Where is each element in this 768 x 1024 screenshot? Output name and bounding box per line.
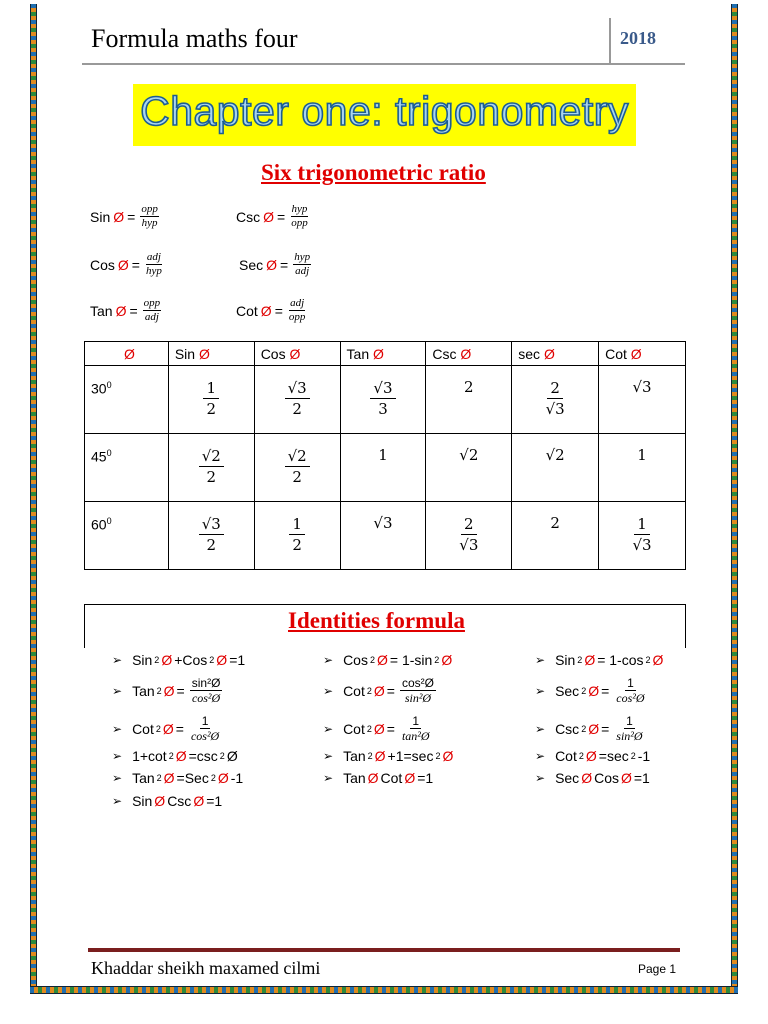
page-border-bottom [30,986,738,994]
phi-symbol: Ø [652,652,664,668]
table-header-tan: Tan Ø [340,342,426,366]
fraction-numerator: cos²Ø [401,676,434,690]
angle-cell: $45^0$ [85,434,169,502]
fraction-denominator: √3 [459,536,479,554]
ratio-cot: Cot Ø = $\frac{\text{adj}}{\text{opp}}$ [236,297,306,323]
fraction-numerator: 1 [626,714,633,728]
phi-symbol: Ø [154,793,166,809]
bullet-arrow-icon: ➢ [323,771,334,785]
fraction-denominator: tan²Ø [401,729,430,743]
phi-symbol: Ø [193,793,205,809]
cell-value: 1 [637,446,647,464]
superscript: 2 [219,751,225,761]
bullet-arrow-icon: ➢ [535,749,546,763]
identity-text: Tan [132,682,155,699]
cell-value: √2 [459,446,479,464]
identity-item [535,748,650,764]
fraction-numerator: 1 [412,714,420,728]
cell-fraction [629,514,654,555]
identity-text: Cot [555,748,577,764]
cell-fraction [543,378,568,419]
cell-value: 2 [550,514,560,532]
fraction-denominator: 2 [206,536,217,554]
table-cell [254,434,340,502]
table-cell [426,434,512,502]
identity-text: =1 [206,793,223,809]
page-number: Page 1 [638,962,677,976]
ratio-tan: Tan Ø = $\frac{\text{opp}}{\text{adj}}$ [90,297,161,323]
header-divider [609,18,611,64]
fraction-numerator: √2 [199,446,224,467]
phi-symbol: Ø [374,748,386,764]
phi-symbol: Ø [581,770,593,786]
phi-symbol: Ø [163,770,175,786]
phi-symbol: Ø [442,748,454,764]
identity-text: = [176,682,185,699]
identity-item [112,793,222,809]
document-year: 2018 [620,28,656,48]
identity-item [323,652,452,668]
section-title-identities: Identities formula [288,608,465,633]
identity-text: = [386,720,395,737]
phi-symbol: Ø [620,770,632,786]
table-header-csc: Csc Ø [426,342,512,366]
phi-symbol: Ø [175,748,187,764]
identity-text: =sec [598,748,629,764]
identity-text: Cot [343,682,365,699]
ratio-cos: Cos Ø = $\frac{\text{adj}}{\text{hyp}}$ [90,251,162,277]
bullet-arrow-icon: ➢ [112,721,123,736]
cell-fraction [199,514,224,555]
identity-text: =1 [417,770,434,786]
identity-text: 1+cot [132,748,167,764]
superscript: 2 [154,655,160,665]
table-cell [340,366,426,434]
identity-fraction [190,676,223,705]
superscript: 2 [168,751,174,761]
ratio-csc: Csc Ø = $\frac{\text{hyp}}{\text{opp}}$ [236,203,308,229]
identity-text: =Sec [176,770,209,786]
bullet-arrow-icon: ➢ [535,721,546,736]
identity-fraction [614,676,646,705]
superscript: 2 [366,723,372,734]
fraction-denominator: √3 [545,400,565,418]
identity-fraction [400,676,436,705]
cell-value: √3 [373,514,393,532]
identity-text: +Cos [174,652,208,668]
table-header-sin: Sin Ø [168,342,254,366]
fraction-denominator: √3 [632,536,652,554]
table-cell [254,366,340,434]
identity-text: Sin [132,793,153,809]
table-header-sec: sec Ø [512,342,599,366]
table-header-cot: Cot Ø [599,342,686,366]
identity-text: = [601,682,610,699]
fraction-numerator: 2 [547,378,563,399]
trig-values-table [84,341,686,570]
fraction-denominator: 2 [206,400,217,418]
fraction-denominator: cos²Ø [191,691,221,705]
identity-text: Tan [343,748,366,764]
bullet-arrow-icon: ➢ [112,683,123,698]
cell-fraction [456,514,481,555]
section-title-six-ratio: Six trigonometric ratio [261,160,486,185]
degree-mark: 0 [106,448,112,458]
ratio-sec: Sec Ø = $\frac{\text{hyp}}{\text{adj}}$ [239,251,311,277]
phi-symbol: Ø [217,770,229,786]
table-cell [340,434,426,502]
fraction-numerator: 1 [289,514,305,535]
identity-text: +1=sec [387,748,434,764]
bullet-arrow-icon: ➢ [112,794,123,808]
phi-symbol: Ø [588,682,600,699]
document-title: Formula maths four [91,24,298,53]
fraction-denominator: cos²Ø [616,691,645,705]
fraction-denominator: cos²Ø [190,729,220,743]
angle-cell: $60^0$ [85,502,169,570]
superscript: 2 [645,655,651,665]
cell-value: 1 [378,446,388,464]
table-header-row [85,342,686,366]
table-cell [426,366,512,434]
identity-text: Sec [555,682,580,699]
fraction-numerator: 1 [203,378,219,399]
table-cell [599,366,686,434]
bullet-arrow-icon: ➢ [323,683,334,698]
superscript: 2 [577,655,583,665]
identity-fraction [189,714,221,743]
identity-text: =1 [229,652,246,668]
table-cell [599,434,686,502]
bullet-arrow-icon: ➢ [323,721,334,736]
identity-text: =csc [188,748,218,764]
identity-text: Cos [594,770,619,786]
superscript: 2 [366,685,372,696]
identity-text: Cos [343,652,368,668]
fraction-denominator: 2 [292,536,302,554]
cell-fraction [285,446,310,487]
table-row [85,434,686,502]
identity-text: =1 [633,770,650,786]
phi-symbol: Ø [216,652,228,668]
fraction-numerator: √3 [370,378,395,399]
table-cell [599,502,686,570]
phi-symbol: Ø [585,748,597,764]
superscript: 2 [210,773,216,783]
identity-text: -1 [637,748,651,764]
identity-item [323,770,433,786]
table-cell [168,366,254,434]
cell-fraction [285,378,310,419]
phi-symbol: Ø [373,682,385,699]
phi-symbol: Ø [162,720,174,737]
fraction-denominator: sin²Ø [404,691,432,705]
identity-text: = [175,720,184,737]
fraction-numerator: 1 [627,676,634,690]
fraction-denominator: 2 [292,468,302,486]
bullet-arrow-icon: ➢ [112,749,123,763]
superscript: 2 [630,751,636,761]
identity-fraction [614,714,644,743]
table-cell [512,366,599,434]
identity-text: Tan [132,770,155,786]
table-header-angle: Ø [85,342,169,366]
fraction-denominator: 2 [292,400,302,418]
chapter-title: Chapter one: trigonometry [140,88,629,134]
identity-item [323,714,432,743]
identity-text: Cot [132,720,154,737]
identity-item [112,676,222,705]
identity-item [323,676,436,705]
bullet-arrow-icon: ➢ [323,749,334,763]
cell-fraction [289,514,305,555]
table-cell [512,502,599,570]
bullet-arrow-icon: ➢ [535,653,546,667]
identity-item [535,676,647,705]
table-cell [512,434,599,502]
identity-item [112,714,221,743]
superscript: 2 [369,655,375,665]
identity-item [112,770,243,786]
table-cell [340,502,426,570]
phi-symbol: Ø [161,652,173,668]
table-row [85,366,686,434]
identity-text: = 1-sin [389,652,433,668]
phi-symbol: Ø [163,682,175,699]
footer-rule [88,948,680,952]
identity-fraction [400,714,432,743]
bullet-arrow-icon: ➢ [112,653,123,667]
degree-mark: 0 [106,380,112,390]
identity-text: Csc [555,720,580,737]
page-border-left [30,4,37,994]
table-cell [254,502,340,570]
superscript: 2 [209,655,215,665]
identity-item [535,714,645,743]
cell-fraction [370,378,395,419]
fraction-numerator: √3 [199,514,224,535]
superscript: 2 [155,723,161,734]
author-name: Khaddar sheikh maxamed cilmi [91,958,321,978]
identity-item [535,652,663,668]
identity-text: -1 [230,770,244,786]
fraction-numerator: 1 [201,714,209,728]
degree-mark: 0 [106,516,112,526]
table-cell [168,434,254,502]
superscript: 2 [581,723,587,734]
fraction-numerator: √3 [285,378,310,399]
cell-value: √3 [632,378,652,396]
fraction-denominator: sin²Ø [616,729,643,743]
fraction-denominator: 2 [206,468,217,486]
phi-symbol: Ø [373,720,385,737]
fraction-numerator: √2 [285,446,310,467]
identity-text: Cot [343,720,365,737]
superscript: 2 [581,685,587,696]
identity-text: Sin [132,652,153,668]
identity-item [112,652,245,668]
angle-cell: $30^0$ [85,366,169,434]
table-cell [426,502,512,570]
superscript: 2 [367,751,373,761]
bullet-arrow-icon: ➢ [535,683,546,698]
cell-fraction [203,378,219,419]
identity-item [112,748,238,764]
phi-symbol: Ø [404,770,416,786]
phi-symbol: Ø [584,652,596,668]
fraction-numerator: 2 [461,514,477,535]
identity-item [535,770,650,786]
cell-fraction [199,446,224,487]
fraction-numerator: 1 [634,514,650,535]
bullet-arrow-icon: ➢ [112,771,123,785]
identity-item [323,748,453,764]
phi-symbol: Ø [441,652,453,668]
bullet-arrow-icon: ➢ [323,653,334,667]
ratio-sin: Sin Ø = $\frac{\text{opp}}{\text{hyp}}$ [90,203,158,229]
identity-text: Tan [343,770,366,786]
phi-symbol: Ø [588,720,600,737]
phi-symbol: Ø [376,652,388,668]
table-cell [168,502,254,570]
bullet-arrow-icon: ➢ [535,771,546,785]
superscript: 2 [156,685,162,696]
cell-value: √2 [545,446,565,464]
fraction-numerator: sin²Ø [191,676,221,690]
identity-text: = [601,720,610,737]
identity-text: Ø [226,748,238,764]
table-header-cos: Cos Ø [254,342,340,366]
fraction-denominator: 3 [378,400,388,418]
superscript: 2 [434,655,440,665]
identity-text: = 1-cos [597,652,644,668]
phi-symbol: Ø [367,770,379,786]
identity-text: = [386,682,395,699]
page-border-right [731,4,738,994]
identity-text: Sec [555,770,580,786]
identity-text: Cot [380,770,403,786]
header-rule [82,63,685,65]
cell-value: 2 [464,378,474,396]
table-row [85,502,686,570]
identity-text: Csc [167,793,192,809]
superscript: 2 [578,751,584,761]
superscript: 2 [156,773,162,783]
superscript: 2 [435,751,441,761]
identity-text: Sin [555,652,576,668]
